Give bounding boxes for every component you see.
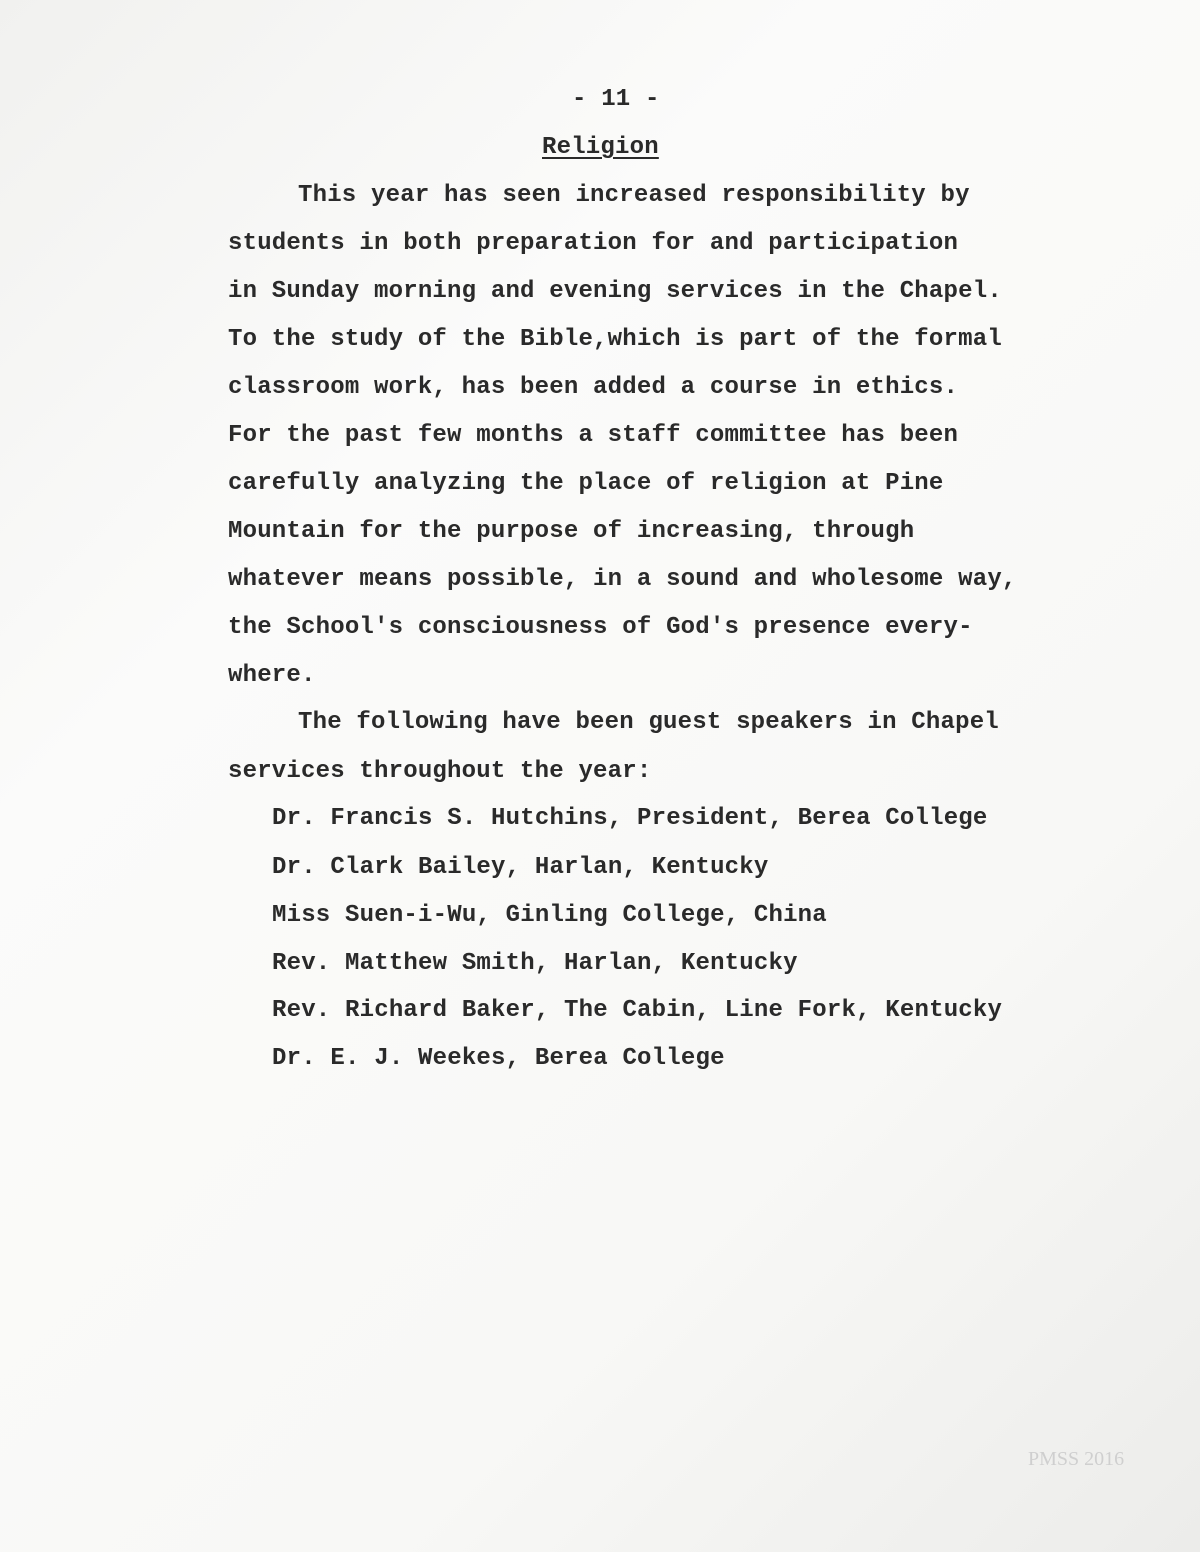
paragraph-line: classroom work, has been added a course in ethics. [228, 374, 959, 401]
archive-watermark: PMSS 2016 [1028, 1448, 1125, 1470]
speaker-item: Dr. Francis S. Hutchins, President, Berea College [272, 805, 988, 832]
paragraph-line: carefully analyzing the place of religion at Pine [228, 470, 944, 497]
speaker-item: Dr. Clark Bailey, Harlan, Kentucky [272, 854, 769, 881]
speaker-item: Miss Suen-i-Wu, Ginling College, China [272, 902, 827, 929]
paragraph-line: the School's consciousness of God's presence every- [228, 614, 973, 641]
page-number: - 11 - [572, 86, 660, 113]
paragraph-line: services throughout the year: [228, 758, 652, 785]
paragraph-line: This year has seen increased responsibility by [298, 182, 970, 209]
speaker-item: Rev. Richard Baker, The Cabin, Line Fork, Kentucky [272, 997, 1003, 1024]
paragraph-line: For the past few months a staff committee has been [228, 422, 959, 449]
paragraph-line: students in both preparation for and participation [228, 230, 959, 257]
paragraph-line: The following have been guest speakers in Chapel [298, 709, 999, 736]
speaker-item: Dr. E. J. Weekes, Berea College [272, 1045, 725, 1072]
paragraph-line: To the study of the Bible,which is part of the formal [228, 326, 1002, 353]
speaker-item: Rev. Matthew Smith, Harlan, Kentucky [272, 950, 798, 977]
section-heading: Religion [542, 134, 659, 161]
paragraph-line: where. [228, 662, 316, 689]
paragraph-line: Mountain for the purpose of increasing, through [228, 518, 915, 545]
paragraph-line: in Sunday morning and evening services in the Chapel. [228, 278, 1002, 305]
paragraph-line: whatever means possible, in a sound and wholesome way, [228, 566, 1017, 593]
